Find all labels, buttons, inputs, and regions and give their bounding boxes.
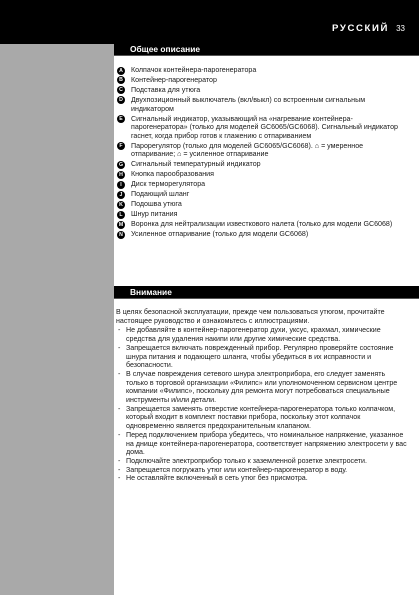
warning-item: - Не добавляйте в контейнер-парогенератор духи, уксус, крахмал, химические средства для удаления накипи или другие химические средства. (116, 326, 408, 343)
legend-text: Диск терморегулятора (131, 180, 206, 189)
letter-badge: D (117, 96, 125, 104)
warning-intro: В целях безопасной эксплуатации, прежде чем пользоваться утюгом, прочитайте настоящее руководство и ознакомьтесь с иллюстрациями. (116, 308, 385, 325)
legend-item (117, 220, 407, 229)
legend-item (117, 160, 407, 169)
legend-item (117, 96, 407, 113)
legend-item (117, 170, 407, 179)
legend-item (117, 66, 407, 75)
letter-badge: J (117, 191, 125, 199)
top-bar (0, 0, 419, 44)
warning-item: - Не оставляйте включенный в сеть утюг без присмотра. (116, 474, 408, 483)
legend-item (117, 180, 407, 189)
legend-item (117, 76, 407, 85)
warning-item: - Перед подключением прибора убедитесь, что номинальное напряжение, указанное на днище контейнера-парогенератора, соответствует напряжению электросети у вас дома. (116, 431, 408, 457)
warning-item: - В случае повреждения сетевого шнура электроприбора, его следует заменять только в торговой организации «Филипс» или уполномоченном сервисном центре компании «Филипс», поскольку для ремонта могут потребоваться специальные инструменты и/или детали. (116, 370, 408, 405)
legend-text: Подошва утюга (131, 200, 182, 209)
legend-item (117, 230, 407, 239)
legend-text: Воронка для нейтрализации известкового налета (только для модели GC6068) (131, 220, 393, 229)
letter-badge: I (117, 181, 125, 189)
letter-badge: N (117, 231, 125, 239)
left-sidebar (0, 44, 114, 595)
legend-item (117, 142, 407, 159)
legend-text: Парорегулятор (только для моделей GC6065/GC6068). ⌂ = умеренное отпаривание; ⌂ = усиленное отпаривание (131, 141, 364, 159)
warning-item: - Запрещается заменять отверстие контейнера-парогенератора только колпачком, который входит в комплект поставки прибора, поскольку этот колпачок одновременно является предохранительным клапаном. (116, 405, 408, 431)
warning-list (116, 326, 408, 483)
letter-badge: C (117, 86, 125, 94)
letter-badge: K (117, 201, 125, 209)
letter-badge: E (117, 115, 125, 123)
legend-text: Подставка для утюга (131, 85, 201, 94)
letter-badge: A (117, 67, 125, 75)
legend-text: Контейнер-парогенератор (131, 75, 217, 84)
warning-heading: Внимание (114, 286, 419, 298)
legend-text: Кнопка парообразования (131, 170, 214, 179)
heading-divider (114, 298, 419, 299)
warning-item: - Подключайте электроприбор только к заземленной розетке электросети. (116, 457, 408, 466)
legend-text: Сигнальный температурный индикатор (131, 160, 261, 169)
letter-badge: F (117, 142, 125, 150)
legend-text: Шнур питания (131, 210, 178, 219)
letter-badge: G (118, 161, 124, 168)
legend-text: Колпачок контейнера-парогенератора (131, 66, 257, 74)
legend-item (117, 190, 407, 199)
legend-item (117, 200, 407, 209)
letter-badge: B (117, 76, 125, 84)
legend-text: Усиленное отпаривание (только для модели GC6068) (131, 230, 309, 239)
warning-section (116, 308, 408, 483)
legend-item (117, 210, 407, 219)
letter-badge: L (117, 211, 125, 219)
legend-item (117, 115, 407, 141)
language-label: РУССКИЙ (332, 23, 389, 34)
legend-text: Сигнальный индикатор, указывающий на «нагревание контейнера-парогенератора» (только для моделей GC6065/GC6068). Сигнальный индикатор гаснет, когда прибор готов к глажению с отпариванием (131, 114, 398, 140)
heading-divider (114, 55, 419, 56)
letter-badge: H (117, 171, 125, 179)
legend-text: Двухпозиционный выключатель (вкл/выкл) со встроенным сигнальным индикатором (131, 95, 366, 113)
page-number: 33 (396, 24, 405, 33)
letter-badge: M (118, 221, 124, 228)
parts-legend (117, 66, 407, 240)
legend-text: Подающий шланг (131, 190, 190, 199)
warning-item: - Запрещается включать поврежденный прибор. Регулярно проверяйте состояние шнура питания и подающего шланга, чтобы убедиться в их исправности и безопасности. (116, 344, 408, 370)
legend-item (117, 86, 407, 95)
warning-item: - Запрещается погружать утюг или контейнер-парогенератор в воду. (116, 466, 408, 475)
general-description-heading: Общее описание (114, 43, 419, 55)
